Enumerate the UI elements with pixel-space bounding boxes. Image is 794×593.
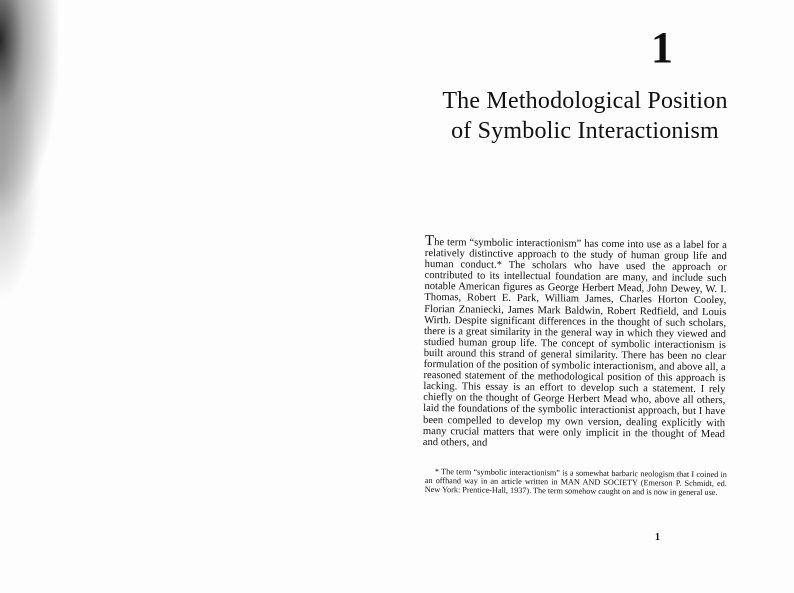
chapter-number: 1: [651, 23, 673, 72]
body-paragraph-text: he term “symbolic interactionism” has come into use as a label for a relatively distinctive approach to the study of human group life and human conduct.* The scholars who have used the approach or contributed to its intellectual foundation are many, and include such notable American figures as George Herbert Mead, John Dewey, W. I. Thomas, Robert E. Park, William James, Charles Horton Cooley, Florian Znaniecki, James Mark Baldwin, Robert Redfield, and Louis Wirth. Despite significant differences in the thought of such scholars, there is a great similarity in the general way in which they viewed and studied human group life. The concept of symbolic interactionism is built around this strand of general similarity. There has been no clear formulation of the position of symbolic interactionism, and above all, a reasoned statement of the methodological position of this approach is lacking. This essay is an effort to develop such a statement. I rely chiefly on the thought of George Herbert Mead who, above all others, laid the foundations of the symbolic interactionist approach, but I have been compelled to develop my own version, dealing explicitly with many crucial matters that were only implicit in the thought of Mead and others, and: [422, 237, 727, 449]
body-paragraph: [422, 233, 727, 451]
chapter-title-line-2: of Symbolic Interactionism: [451, 118, 719, 144]
binding-shadow: [0, 0, 95, 593]
chapter-title: [440, 86, 730, 146]
footnote: [425, 467, 727, 497]
drop-cap: T: [424, 233, 435, 250]
page-number: 1: [655, 532, 660, 543]
footnote-text: * The term “symbolic interactionism” is a somewhat barbaric neologism that I coined in an offhand way in an article written in MAN AND SOCIETY (Emerson P. Schmidt, ed. New York: Prentice-Hall, 1937). The term somehow caught on and is now in general use.: [424, 467, 727, 498]
chapter-title-line-1: The Methodological Position: [442, 88, 728, 114]
